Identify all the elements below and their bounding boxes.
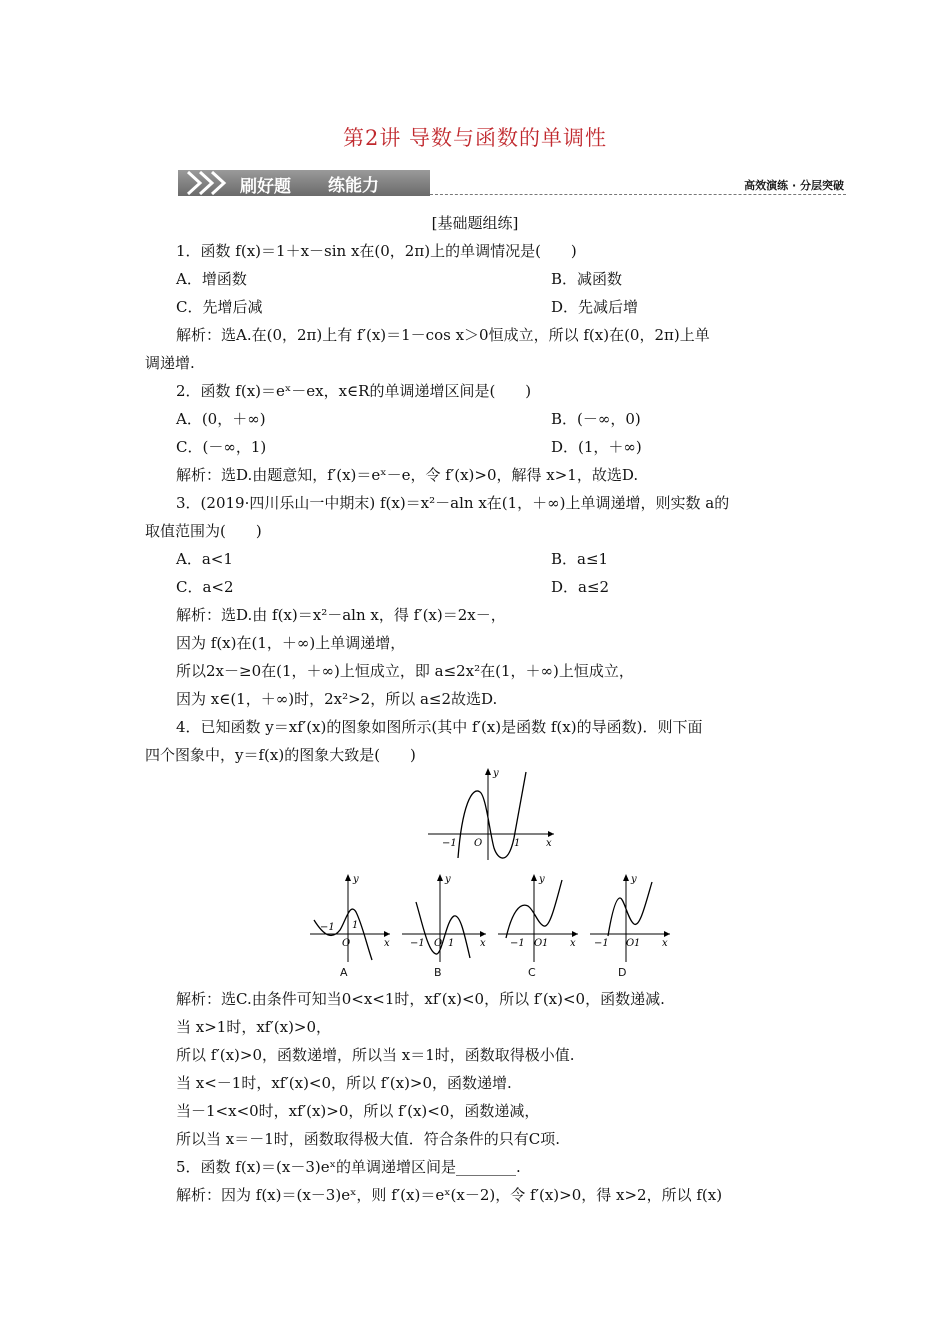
x-arrow-icon — [664, 931, 670, 937]
origin-label: O — [626, 938, 635, 949]
y-arrow-icon — [345, 874, 351, 881]
text-line: 解析：选D.由 f(x)＝x²－aln x，得 f′(x)＝2x－， — [176, 606, 506, 624]
origin-label: O — [342, 938, 351, 949]
section-heading: [基础题组练] — [431, 214, 519, 232]
x-arrow-icon — [548, 831, 554, 837]
main-graph — [428, 766, 560, 862]
y-arrow-icon — [623, 874, 629, 881]
one-label: 1 — [514, 838, 521, 849]
option-a-graph — [310, 872, 394, 964]
y-arrow-icon — [485, 768, 491, 775]
text-line: D．a≤2 — [551, 578, 610, 596]
x-label: x — [546, 838, 552, 849]
option-d-caption: D — [618, 966, 627, 979]
y-arrow-icon — [437, 874, 443, 881]
text-line: 所以当 x＝－1时，函数取得极大值．符合条件的只有C项. — [176, 1130, 561, 1148]
banner-label-right: 练能力 — [328, 176, 379, 196]
text-line: 所以2x－≥0在(1，＋∞)上恒成立，即 a≤2x²在(1，＋∞)上恒成立， — [176, 662, 634, 680]
curve — [608, 882, 652, 936]
text-line: C．(－∞，1) — [176, 438, 267, 456]
origin-label: O — [534, 938, 543, 949]
text-line: B．减函数 — [551, 270, 623, 288]
x-arrow-icon — [480, 931, 486, 937]
text-line: 1．函数 f(x)＝1＋x－sin x在(0，2π)上的单调情况是( ) — [176, 242, 577, 260]
text-line: 取值范围为( ) — [145, 522, 262, 540]
one-label: 1 — [352, 920, 359, 931]
text-line: 5．函数 f(x)＝(x－3)eˣ的单调递增区间是________. — [176, 1158, 521, 1176]
banner-tagline: 高效演练 · 分层突破 — [744, 179, 844, 192]
text-line: 4．已知函数 y＝xf′(x)的图象如图所示(其中 f′(x)是函数 f(x)的导函数)．则下面 — [176, 718, 703, 736]
x-arrow-icon — [572, 931, 578, 937]
x-label: x — [662, 938, 668, 949]
text-line: C．先增后减 — [176, 298, 263, 316]
text-line: 因为 x∈(1，＋∞)时，2x²>2，所以 a≤2故选D. — [176, 690, 498, 708]
one-label: 1 — [634, 938, 641, 949]
option-c-caption: C — [528, 966, 536, 979]
text-line: D．先减后增 — [551, 298, 639, 316]
text-line: 四个图象中，y＝f(x)的图象大致是( ) — [145, 746, 416, 764]
minus-one-label: −1 — [320, 922, 335, 933]
x-label: x — [480, 938, 486, 949]
text-line: 调递增. — [145, 354, 195, 372]
minus-one-label: −1 — [442, 838, 457, 849]
option-b-graph — [402, 872, 492, 964]
text-line: 2．函数 f(x)＝eˣ－ex，x∈R的单调递增区间是( ) — [176, 382, 532, 400]
text-line: A．增函数 — [176, 270, 247, 288]
x-label: x — [570, 938, 576, 949]
page-title: 第2讲 导数与函数的单调性 — [342, 126, 608, 150]
text-line: A．(0，＋∞) — [176, 410, 266, 428]
text-line: B．(－∞，0) — [551, 410, 641, 428]
minus-one-label: −1 — [594, 938, 609, 949]
minus-one-label: −1 — [510, 938, 525, 949]
text-line: 当 x<－1时，xf′(x)<0，所以 f′(x)>0，函数递增. — [176, 1074, 512, 1092]
text-line: 因为 f(x)在(1，＋∞)上单调递增， — [176, 634, 406, 652]
banner-divider — [430, 194, 846, 195]
curve — [314, 909, 372, 960]
origin-label: O — [434, 938, 443, 949]
text-line: 所以 f′(x)>0，函数递增，所以当 x＝1时，函数取得极小值. — [176, 1046, 575, 1064]
y-label: y — [539, 874, 545, 885]
option-d-graph — [590, 872, 674, 964]
y-label: y — [353, 874, 359, 885]
y-label: y — [445, 874, 451, 885]
curve — [416, 902, 470, 958]
option-a-caption: A — [340, 966, 348, 979]
text-line: B．a≤1 — [551, 550, 609, 568]
text-line: C．a<2 — [176, 578, 234, 596]
text-line: 当－1<x<0时，xf′(x)>0，所以 f′(x)<0，函数递减， — [176, 1102, 540, 1120]
chevron-right-icon — [178, 170, 238, 196]
y-arrow-icon — [531, 874, 537, 881]
option-c-graph — [498, 872, 584, 964]
text-line: A．a<1 — [176, 550, 233, 568]
x-arrow-icon — [384, 931, 390, 937]
origin-label: O — [474, 838, 483, 849]
one-label: 1 — [542, 938, 549, 949]
banner-label-left: 刷好题 — [240, 177, 291, 197]
x-label: x — [384, 938, 390, 949]
text-line: 解析：选A.在(0，2π)上有 f′(x)＝1－cos x＞0恒成立，所以 f(x)在(0，2π)上单 — [176, 326, 710, 344]
y-label: y — [631, 874, 637, 885]
option-b-caption: B — [434, 966, 442, 979]
text-line: 解析：因为 f(x)＝(x－3)eˣ，则 f′(x)＝eˣ(x－2)，令 f′(x)>0，得 x>2，所以 f(x) — [176, 1186, 723, 1204]
text-line: 当 x>1时，xf′(x)>0， — [176, 1018, 332, 1036]
one-label: 1 — [448, 938, 455, 949]
text-line: 3．(2019·四川乐山一中期末) f(x)＝x²－aln x在(1，＋∞)上单调递增，则实数 a的 — [176, 494, 730, 512]
text-line: 解析：选C.由条件可知当0<x<1时，xf′(x)<0，所以 f′(x)<0，函数递减. — [176, 990, 665, 1008]
y-label: y — [493, 768, 499, 779]
text-line: D．(1，＋∞) — [551, 438, 642, 456]
text-line: 解析：选D.由题意知，f′(x)＝eˣ－e，令 f′(x)>0，解得 x>1，故选D. — [176, 466, 639, 484]
section-banner — [178, 170, 846, 198]
minus-one-label: −1 — [410, 938, 425, 949]
